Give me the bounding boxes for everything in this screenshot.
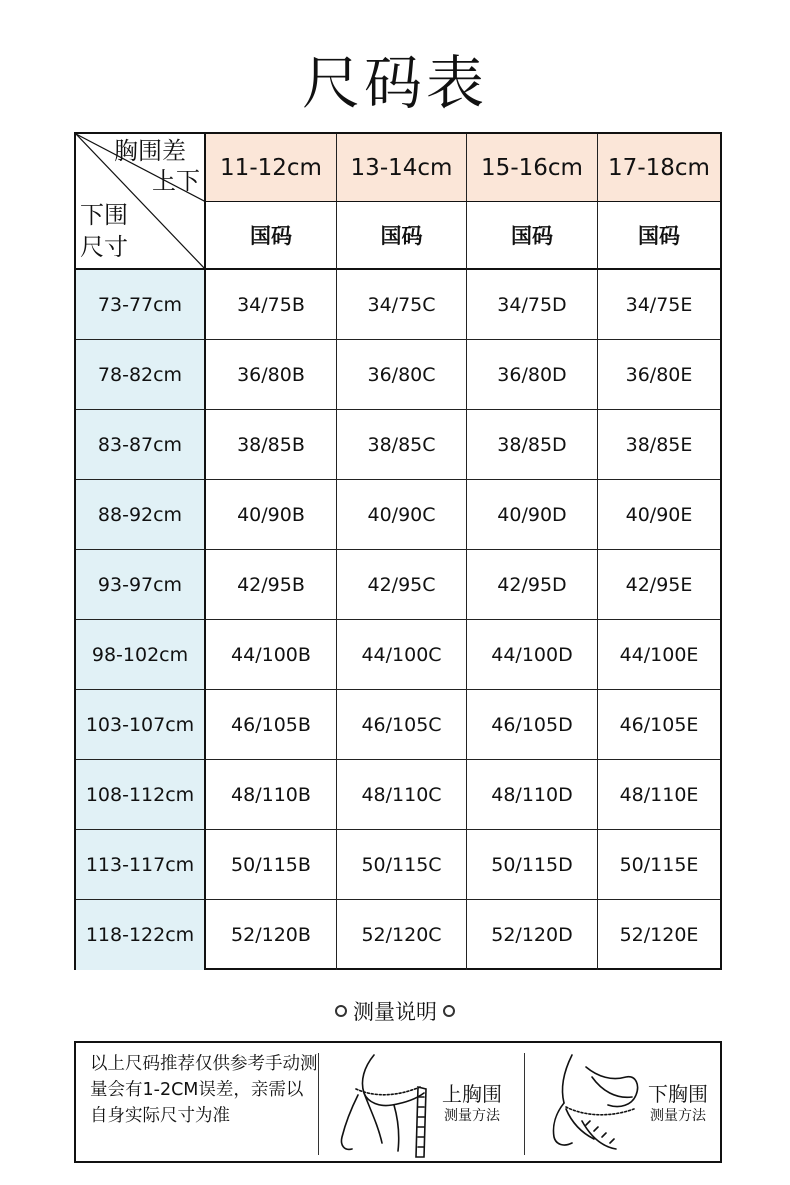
size-table — [74, 132, 722, 970]
column-subheader-standard: 国码 — [337, 202, 467, 270]
row-header-underbust: 73-77cm — [76, 270, 206, 340]
circle-bullet-icon — [335, 1005, 347, 1017]
column-subheader-standard: 国码 — [598, 202, 720, 270]
size-cell: 44/100D — [467, 620, 598, 690]
size-cell: 48/110B — [206, 760, 337, 830]
row-header-underbust: 98-102cm — [76, 620, 206, 690]
size-cell: 50/115B — [206, 830, 337, 900]
column-subheader-standard: 国码 — [206, 202, 337, 270]
size-cell: 48/110C — [337, 760, 467, 830]
size-cell: 34/75D — [467, 270, 598, 340]
column-subheader-standard: 国码 — [467, 202, 598, 270]
size-cell: 40/90B — [206, 480, 337, 550]
column-header-bust-diff: 15-16cm — [467, 134, 598, 202]
row-header-underbust: 88-92cm — [76, 480, 206, 550]
row-header-underbust: 93-97cm — [76, 550, 206, 620]
size-cell: 36/80E — [598, 340, 720, 410]
size-cell: 40/90C — [337, 480, 467, 550]
page-title: 尺码表 — [301, 49, 488, 117]
upper-bust-figure-icon — [334, 1047, 444, 1159]
size-cell: 44/100B — [206, 620, 337, 690]
size-cell: 40/90E — [598, 480, 720, 550]
size-cell: 42/95D — [467, 550, 598, 620]
size-cell: 38/85D — [467, 410, 598, 480]
corner-bust-diff-label: 胸围差 — [114, 137, 186, 165]
size-cell: 46/105B — [206, 690, 337, 760]
row-header-underbust: 78-82cm — [76, 340, 206, 410]
size-cell: 46/105D — [467, 690, 598, 760]
corner-top-bottom-label: 上下 — [152, 167, 200, 195]
size-cell: 34/75B — [206, 270, 337, 340]
upper-bust-label: 上胸围 测量方法 — [442, 1082, 502, 1124]
size-cell: 50/115D — [467, 830, 598, 900]
column-header-bust-diff: 11-12cm — [206, 134, 337, 202]
size-cell: 34/75E — [598, 270, 720, 340]
circle-bullet-icon — [443, 1005, 455, 1017]
size-cell: 52/120C — [337, 900, 467, 970]
divider — [318, 1053, 319, 1155]
size-cell: 36/80C — [337, 340, 467, 410]
row-header-underbust: 83-87cm — [76, 410, 206, 480]
size-cell: 38/85B — [206, 410, 337, 480]
row-header-underbust: 113-117cm — [76, 830, 206, 900]
corner-size-label: 尺寸 — [80, 233, 128, 261]
row-header-underbust: 118-122cm — [76, 900, 206, 970]
size-cell: 52/120E — [619, 924, 699, 946]
size-cell: 36/80B — [206, 340, 337, 410]
size-cell: 48/110E — [598, 760, 720, 830]
size-cell: 36/80D — [467, 340, 598, 410]
size-cell: 42/95C — [337, 550, 467, 620]
under-bust-label: 下胸围 测量方法 — [648, 1082, 708, 1124]
size-cell: 48/110D — [467, 760, 598, 830]
size-cell: 38/85C — [337, 410, 467, 480]
measure-note-text: 以上尺码推荐仅供参考手动测量会有1-2CM误差，亲需以自身实际尺寸为准 — [90, 1054, 318, 1126]
size-cell: 40/90D — [467, 480, 598, 550]
measure-section-title — [0, 998, 790, 1026]
size-cell: 38/85E — [598, 410, 720, 480]
divider — [524, 1053, 525, 1155]
size-cell: 46/105C — [337, 690, 467, 760]
measure-title-text: 测量说明 — [353, 1000, 437, 1024]
size-cell: 52/120D — [467, 900, 598, 970]
row-header-underbust: 108-112cm — [76, 760, 206, 830]
column-header-bust-diff: 13-14cm — [337, 134, 467, 202]
size-cell: 52/120B — [206, 900, 337, 970]
size-cell: 42/95B — [206, 550, 337, 620]
size-cell: 44/100E — [598, 620, 720, 690]
size-cell: 44/100C — [337, 620, 467, 690]
size-cell: 42/95E — [598, 550, 720, 620]
column-header-bust-diff: 17-18cm — [598, 134, 720, 202]
size-cell: 46/105E — [598, 690, 720, 760]
measure-note-box — [74, 1041, 722, 1163]
under-bust-figure-icon — [542, 1047, 652, 1159]
size-cell: 34/75C — [337, 270, 467, 340]
size-cell: 50/115C — [337, 830, 467, 900]
row-header-underbust: 103-107cm — [76, 690, 206, 760]
corner-underbust-label: 下围 — [80, 201, 128, 229]
size-cell: 50/115E — [598, 830, 720, 900]
table-corner-header — [76, 134, 206, 270]
